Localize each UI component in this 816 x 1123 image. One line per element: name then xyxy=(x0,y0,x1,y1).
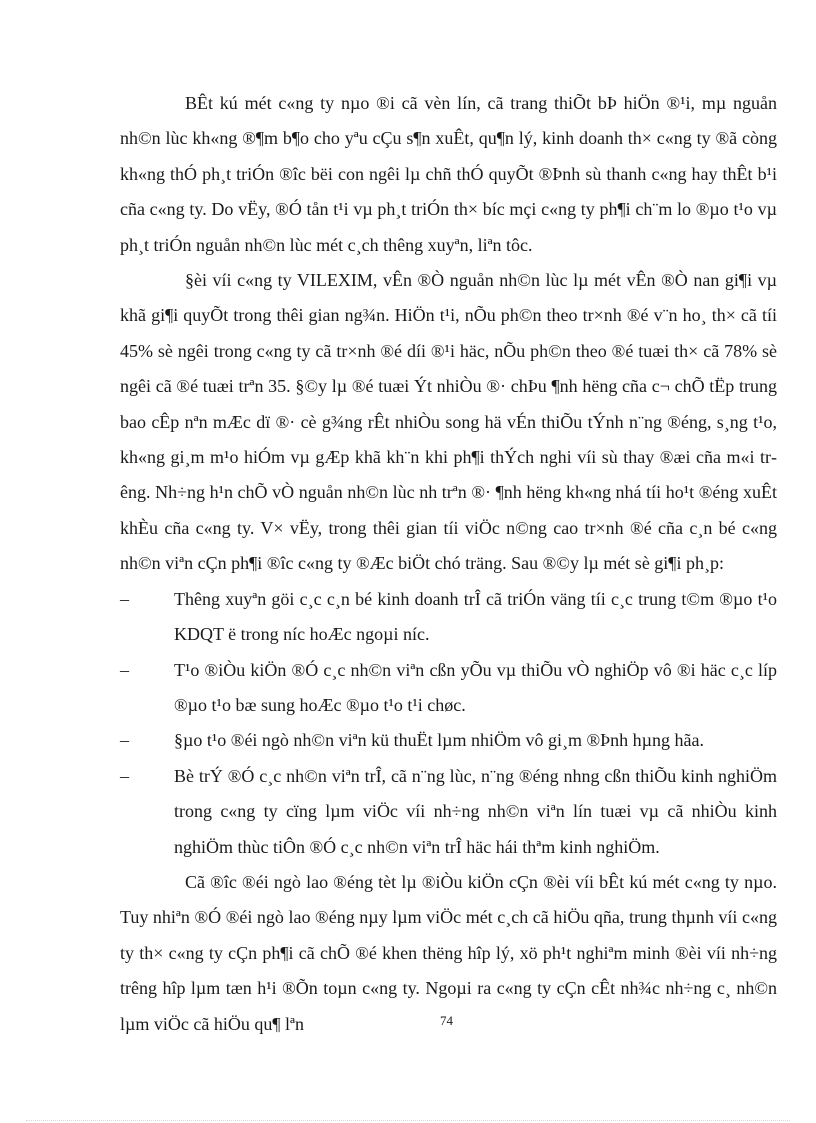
paragraph: BÊt kú mét c«ng ty nµo ®i cã vèn lín, cã trang thiÕt bÞ hiÖn ®¹i, mµ nguån nh©n lùc kh«ng ®¶m b¶o cho yªu cÇu s¶n xuÊt, qu¶n lý, kinh doanh th× c«ng ty ®ã còng kh«ng thÓ ph¸t triÓn ®îc bëi con ngêi lµ chñ thÓ quyÕt ®Þnh sù thanh c«ng hay thÊt b¹i cña c«ng ty. Do vËy, ®Ó tån t¹i vµ ph¸t triÓn th× bíc mçi c«ng ty ph¶i ch¨m lo ®µo t¹o vµ ph¸t triÓn nguån nh©n lùc mét c¸ch thêng xuyªn, liªn tôc. xyxy=(120,93,777,255)
list-item-text: Bè trÝ ®Ó c¸c nh©n viªn trÎ, cã n¨ng lùc, n¨ng ®éng nhng cßn thiÕu kinh nghiÖm trong c«ng ty cïng lµm viÖc víi nh÷ng nh©n viªn lín tuæi vµ cã nhiÒu kinh nghiÖm thùc tiÔn ®Ó c¸c nh©n viªn trÎ häc hái thªm kinh nghiÖm. xyxy=(174,765,777,857)
list-item-text: Thêng xuyªn göi c¸c c¸n bé kinh doanh trÎ cã triÓn väng tíi c¸c trung t©m ®µo t¹o KDQT ë trong níc hoÆc ngoµi níc. xyxy=(174,588,777,645)
dash-bullet: – xyxy=(120,588,129,609)
list-item xyxy=(120,759,777,865)
list-item-text: §µo t¹o ®éi ngò nh©n viªn kü thuËt lµm nhiÖm vô gi¸m ®Þnh hµng hãa. xyxy=(174,730,704,751)
list-item xyxy=(120,653,777,724)
page-number: 74 xyxy=(440,1013,453,1028)
body-text xyxy=(120,86,777,1042)
list-item xyxy=(120,582,777,653)
list-item-text: T¹o ®iÒu kiÖn ®Ó c¸c nh©n viªn cßn yÕu vµ thiÕu vÒ nghiÖp vô ®i häc c¸c líp ®µo t¹o bæ sung hoÆc ®µo t¹o t¹i chøc. xyxy=(174,659,777,715)
paragraph: §èi víi c«ng ty VILEXIM, vÊn ®Ò nguån nh©n lùc lµ mét vÊn ®Ò nan gi¶i vµ khã gi¶i quyÕt trong thêi gian ng¾n. HiÖn t¹i, nÕu ph©n theo tr×nh ®é v¨n ho¸ th× cã tíi 45% sè ngêi trong c«ng ty cã tr×nh ®é díi ®¹i häc, nÕu ph©n theo ®é tuæi th× cã 78% sè ngêi cã ®é tuæi trªn 35. §©y lµ ®é tuæi Ýt nhiÒu ®· chÞu ¶nh hëng cña c¬ chÕ tËp trung bao cÊp nªn mÆc dï ®· cè g¾ng rÊt nhiÒu song hä vÉn thiÕu tÝnh n¨ng ®éng, s¸ng t¹o, kh«ng gi¸m m¹o hiÓm vµ gÆp khã kh¨n khi ph¶i thÝch nghi víi sù thay ®æi cña m«i trêng. Nh÷ng h¹n chÕ vÒ nguån nh©n lùc nh trªn ®· ¶nh hëng kh«ng nhá tíi ho¹t ®éng xuÊt khÈu cña c«ng ty. V× vËy, trong thêi gian tíi viÖc n©ng cao tr×nh ®é cña c¸n bé c«ng nh©n viªn cÇn ph¶i ®îc c«ng ty ®Æc biÖt chó träng. Sau ®©y lµ mét sè gi¶i ph¸p: xyxy=(120,270,777,574)
dash-bullet: – xyxy=(120,730,129,751)
dash-bullet: – xyxy=(120,765,129,786)
page-bottom-divider xyxy=(26,1120,790,1121)
dash-bullet: – xyxy=(120,659,129,680)
list-item xyxy=(120,723,777,758)
paragraph: Cã ®îc ®éi ngò lao ®éng tèt lµ ®iÒu kiÖn cÇn ®èi víi bÊt kú mét c«ng ty nµo. Tuy nhiªn ®Ó ®éi ngò lao ®éng nµy lµm viÖc mét c¸ch cã hiÖu qña, trung thµnh víi c«ng ty th× c«ng ty cÇn ph¶i cã chÕ ®é khen thëng hîp lý, xö ph¹t nghiªm minh ®èi víi nh÷ng trêng hîp lµm tæn h¹i ®Õn toµn c«ng ty. Ngoµi ra c«ng ty cÇn cÊt nh¾c nh÷ng c¸ nh©n lµm viÖc cã hiÖu qu¶ lªn xyxy=(120,871,777,1034)
